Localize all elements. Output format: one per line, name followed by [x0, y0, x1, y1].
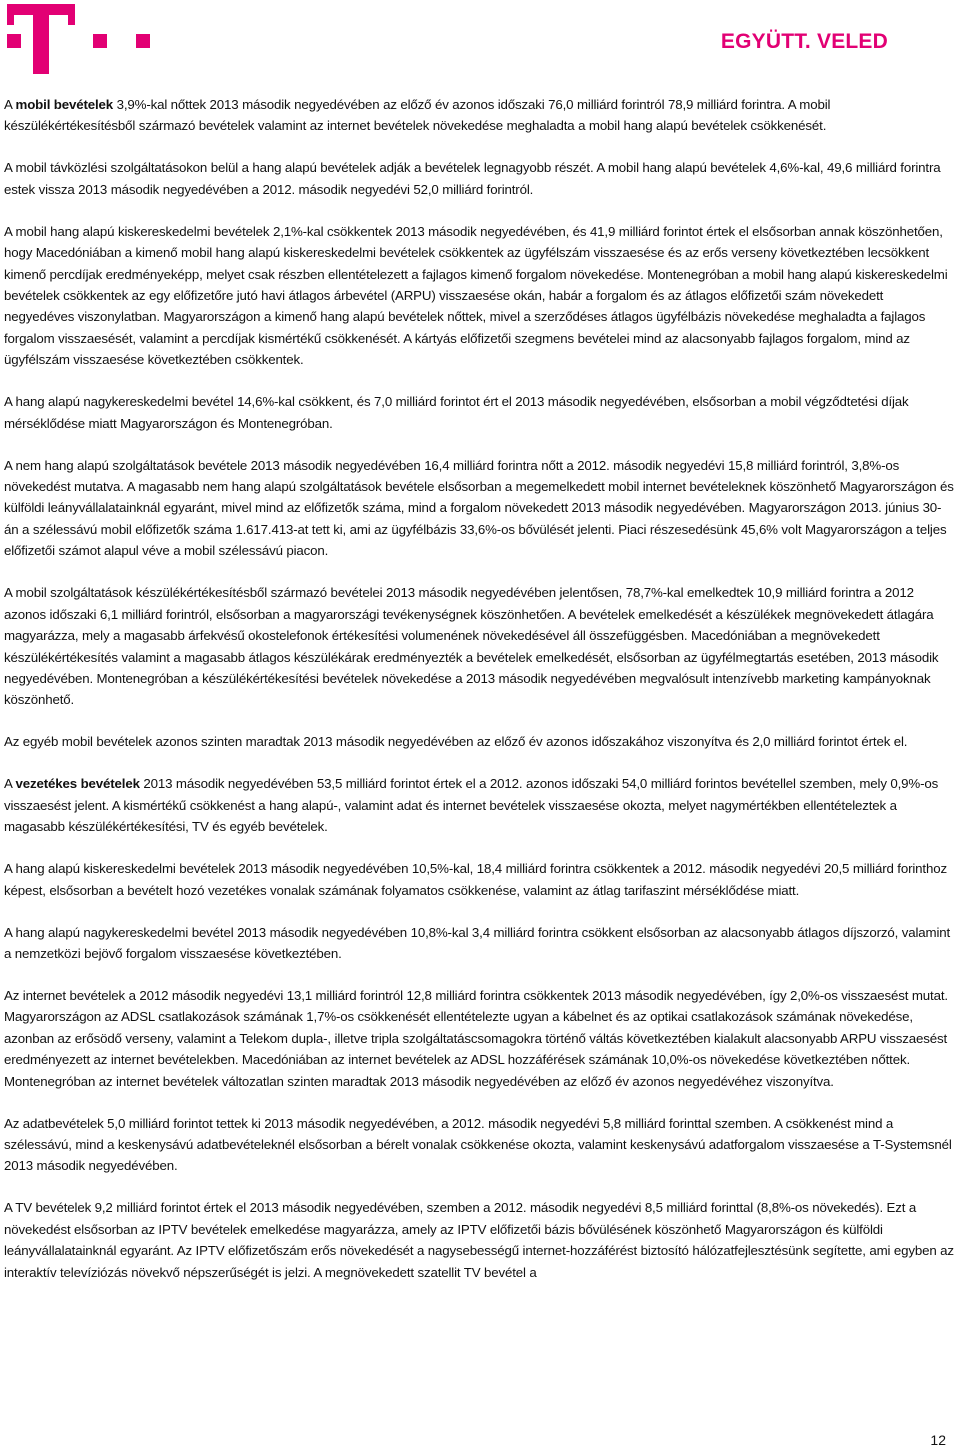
bold-term: mobil bevételek	[15, 97, 114, 112]
paragraph-fixed-line-revenue: A vezetékes bevételek 2013 második negyedévében 53,5 milliárd forintot értek el a 2012. azonos időszaki 54,0 milliárd forintos bevétellel szemben, mely 0,9%-os visszaesést jelent. A kismértékű csökkenést a hang alapú-, valamint adat és internet bevételek visszaesése okozta, melyet nagymértékben ellentételeztek a magasabb készülékértékesítési, TV és egyéb bevételek.	[4, 776, 939, 835]
paragraph: Az adatbevételek 5,0 milliárd forintot tettek ki 2013 második negyedévében, a 2012. második negyedévi 5,8 milliárd forinttal szemben. A csökkenést mind a szélessávú, mind a keskenysávú adatbevételeknél elsősorban a bérelt vonalak csökkenése okozta, valamint keskenysávú adatforgalom visszaesése a T-Systemsnél 2013 második negyedévében.	[4, 1115, 952, 1174]
paragraph: Az egyéb mobil bevételek azonos szinten maradtak 2013 második negyedévében az előző év azonos időszakához viszonyítva és 2,0 milliárd forintot értek el.	[4, 734, 908, 750]
telekom-t-logo	[5, 4, 155, 74]
paragraph: A TV bevételek 9,2 milliárd forintot értek el 2013 második negyedévében, szemben a 2012. második negyedévi 8,5 milliárd forinttal (8,8%-os növekedés). Ezt a növekedést elsősorban az IPTV bevételek emelkedése magyarázza, amely az IPTV előfizetői bázis bővülésének köszönhető Magyarországon és külföldi leányvállalatainknál egyaránt. Az IPTV előfizetőszám erős növekedését a nagysebességű internet-hozzáférést biztosító hálózatfejlesztésünk segítette, ami egyben az interaktív televíziózás növekvő népszerűségét is jelzi. A megnövekedett szatellit TV bevétel a	[4, 1200, 954, 1280]
paragraph: A hang alapú nagykereskedelmi bevétel 14,6%-kal csökkent, és 7,0 milliárd forintot ért el 2013 második negyedévében, elsősorban a mobil végződtetési díjak mérséklődése miatt Magyarországon és Montenegróban.	[4, 394, 909, 431]
paragraph: A hang alapú kiskereskedelmi bevételek 2013 második negyedévében 10,5%-kal, 18,4 milliárd forintra csökkentek a 2012. második negyedévi 20,5 milliárd forinthoz képest, elsősorban a bevételt hozó vezetékes vonalak számának folyamatos csökkenése, valamint az átlag tarifaszint mérséklődése miatt.	[4, 861, 947, 898]
brand-tagline: EGYÜTT. VELED	[720, 30, 888, 53]
document-body	[4, 94, 954, 1304]
paragraph: A mobil hang alapú kiskereskedelmi bevételek 2,1%-kal csökkentek 2013 második negyedévében, és 41,9 milliárd forintot értek el elsősorban annak köszönhetően, hogy Macedóniában a kimenő mobil hang alapú kiskereskedelmi bevételek csökkentek az ügyfélszám visszaesése és az erős verseny következtében lecsökkent kimenő percdíjak eredményeképp, melyet csak részben ellentételezett a fajlagos kimenő forgalom növekedése. Montenegróban a mobil hang alapú kiskereskedelmi bevételek csökkentek az egy előfizetőre jutó havi átlagos árbevétel (ARPU) visszaesése okán, habár a forgalom és az átlagos előfizetői szám növekedett negyedéves viszonylatban. Magyarországon a kimenő hang alapú bevételek nőttek, mivel a szerződéses átlagos ügyfélbázis növekedése meghaladta a fajlagos forgalom visszaesését, valamint a percdíjak kismértékű csökkenését. A kártyás előfizetői szegmens bevételei mind az alacsonyabb fajlagos forgalom, mind az ügyfélszám visszaesése következtében csökkentek.	[4, 223, 948, 368]
page-number: 12	[930, 1432, 946, 1448]
bold-term: vezetékes bevételek	[15, 776, 140, 792]
paragraph: Az internet bevételek a 2012 második negyedévi 13,1 milliárd forintról 12,8 milliárd forintra csökkentek 2013 második negyedévében, így 2,0%-os visszaesést mutat. Magyarországon az ADSL csatlakozások számának 1,7%-os csökkenését ellentételezte ugyan a kábelnet és az optikai csatlakozások számának növekedése, azonban az erősödő verseny, valamint a Telekom dupla-, illetve tripla szolgáltatáscsomagokra történő váltás következtében kialakult alacsonyabb ARPU visszaesést eredményezett az internet bevételekben. Macedóniában az internet bevételek az ADSL hozzáférések számának 10,0%-os növekedése következtében nőttek. Montenegróban az internet bevételek változatlan szinten maradtak 2013 második negyedévében az előző év azonos negyedévéhez viszonyítva.	[4, 987, 948, 1089]
paragraph: A mobil távközlési szolgáltatásokon belül a hang alapú bevételek adják a bevételek legnagyobb részét. A mobil hang alapú bevételek 4,6%-kal, 49,6 milliárd forintra estek vissza 2013 második negyedévében a 2012. második negyedévi 52,0 milliárd forintról.	[4, 160, 941, 197]
paragraph: A mobil szolgáltatások készülékértékesítésből származó bevételei 2013 második negyedévében jelentősen, 78,7%-kal emelkedtek 10,9 milliárd forintra a 2012 azonos időszaki 6,1 milliárd forintról, elsősorban a magyarországi tevékenységnek köszönhetően. A bevételek emelkedését a készülékek megnövekedett átlagára magyarázza, mely a magasabb árfekvésű okostelefonok értékesítési volumenének növekedésével áll összefüggésben. Macedóniában a megnövekedett készülékértékesítés valamint a magasabb átlagos készülékárak eredményezték a bevételek emelkedését, elsősorban az ügyfélmegtartás esetében, 2013 második negyedévében. Montenegróban a készülékértékesítési bevételek növekedése a 2013 második negyedévében megvalósult intenzívebb marketing kampányoknak köszönhető.	[4, 585, 939, 708]
paragraph: A hang alapú nagykereskedelmi bevétel 2013 második negyedévében 10,8%-kal 3,4 milliárd forintra csökkent elsősorban az alacsonyabb átlagos díjszorzó, valamint a nemzetközi bejövő forgalom visszaesése következtében.	[4, 924, 951, 961]
paragraph-mobile-revenue: A mobil bevételek 3,9%-kal nőttek 2013 második negyedévében az előző év azonos időszaki 76,0 milliárd forintról 78,9 milliárd forintra. A mobil készülékértékesítésből származó bevételek valamint az internet bevételek növekedése meghaladta a mobil hang alapú bevételek csökkenését.	[4, 97, 831, 134]
paragraph: A nem hang alapú szolgáltatások bevétele 2013 második negyedévében 16,4 milliárd forintra nőtt a 2012. második negyedévi 15,8 milliárd forintról, 3,8%-os növekedést mutatva. A magasabb nem hang alapú szolgáltatások bevétele elsősorban a megemelkedett mobil internet bevételeknek köszönhető Magyarországon és külföldi leányvállalatainknál egyaránt, mivel mind az előfizetők száma, mind a forgalom növekedett 2013 második negyedévében. Magyarországon 2013. június 30-án a szélessávú mobil előfizetők száma 1.617.413-at tett ki, ami az ügyfélbázis 33,6%-os bővülését jelenti. Piaci részesedésünk 45,6% volt Magyarországon a teljes előfizetői számot alapul véve a mobil szélessávú piacon.	[4, 457, 954, 559]
page-header	[0, 0, 960, 80]
